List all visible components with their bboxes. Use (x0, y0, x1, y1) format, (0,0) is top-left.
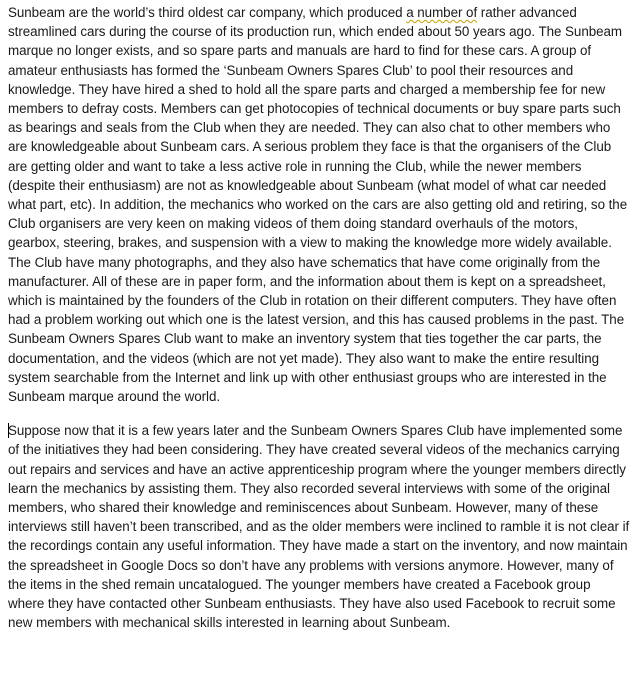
paragraph-2[interactable] (8, 421, 630, 632)
paragraph-1-text-rest: rather advanced streamlined cars during the course of its production run, which ended about 50 years ago. The Sunbeam marque no longer exists, and so spare parts and manuals are hard to find for these cars. A group of amateur enthusiasts has formed the ‘Sunbeam Owners Spares Club’ to pool their resources and knowledge. They have hired a shed to hold all the spare parts and charged a membership fee for new members to defray costs. Members can get photocopies of technical documents or buy spare parts such as bearings and seals from the Club when they are needed. They can also chat to other members who are knowledgeable about Sunbeam cars. A serious problem they face is that the organisers of the Club are getting older and want to take a less active role in running the Club, while the newer members (despite their enthusiasm) are not as knowledgeable about Sunbeam (what model of what car needed what part, etc). In addition, the mechanics who worked on the cars are also getting old and retiring, so the Club organisers are very keen on making videos of them doing standard overhauls of the motors, gearbox, steering, brakes, and suspension with a view to making the knowledge more widely available. The Club have many photographs, and they also have schematics that have come originally from the manufacturer. All of these are in paper form, and the information about them is kept on a spreadsheet, which is maintained by the founders of the Club in rotation on their different computers. They have often had a problem working out which one is the latest version, and this has caused problems in the past. The Sunbeam Owners Spares Club want to make an inventory system that ties together the car parts, the documentation, and the videos (which are not yet made). They also want to make the entire resulting system searchable from the Internet and link up with other enthusiast groups who are interested in the Sunbeam marque around the world. (8, 5, 628, 405)
paragraph-2-text: Suppose now that it is a few years later and the Sunbeam Owners Spares Club have implemented some of the initiatives they had been considering. They have created several videos of the mechanics carrying out repairs and services and have an active apprenticeship program where the younger members directly learn the mechanics by assisting them. They also recorded several interviews with some of the original members, who shared their knowledge and reminiscences about Sunbeam. However, many of these interviews still haven’t been transcribed, and as the older members were inclined to ramble it is not clear if the recordings contain any useful information. They have made a start on the inventory, and now maintain the spreadsheet in Google Docs so don’t have any problems with versions anymore. However, many of the items in the shed remain uncatalogued. The younger members have created a Facebook group where they have contacted other Sunbeam enthusiasts. They have also used Facebook to recruit some new members with mechanical skills interested in learning about Sunbeam. (8, 423, 630, 631)
paragraph-1-text-start: Sunbeam are the world’s third oldest car company, which produced (8, 5, 407, 20)
paragraph-1[interactable] (8, 3, 630, 406)
document-body[interactable] (8, 3, 630, 633)
grammar-flagged-phrase[interactable]: a number of (406, 5, 478, 20)
